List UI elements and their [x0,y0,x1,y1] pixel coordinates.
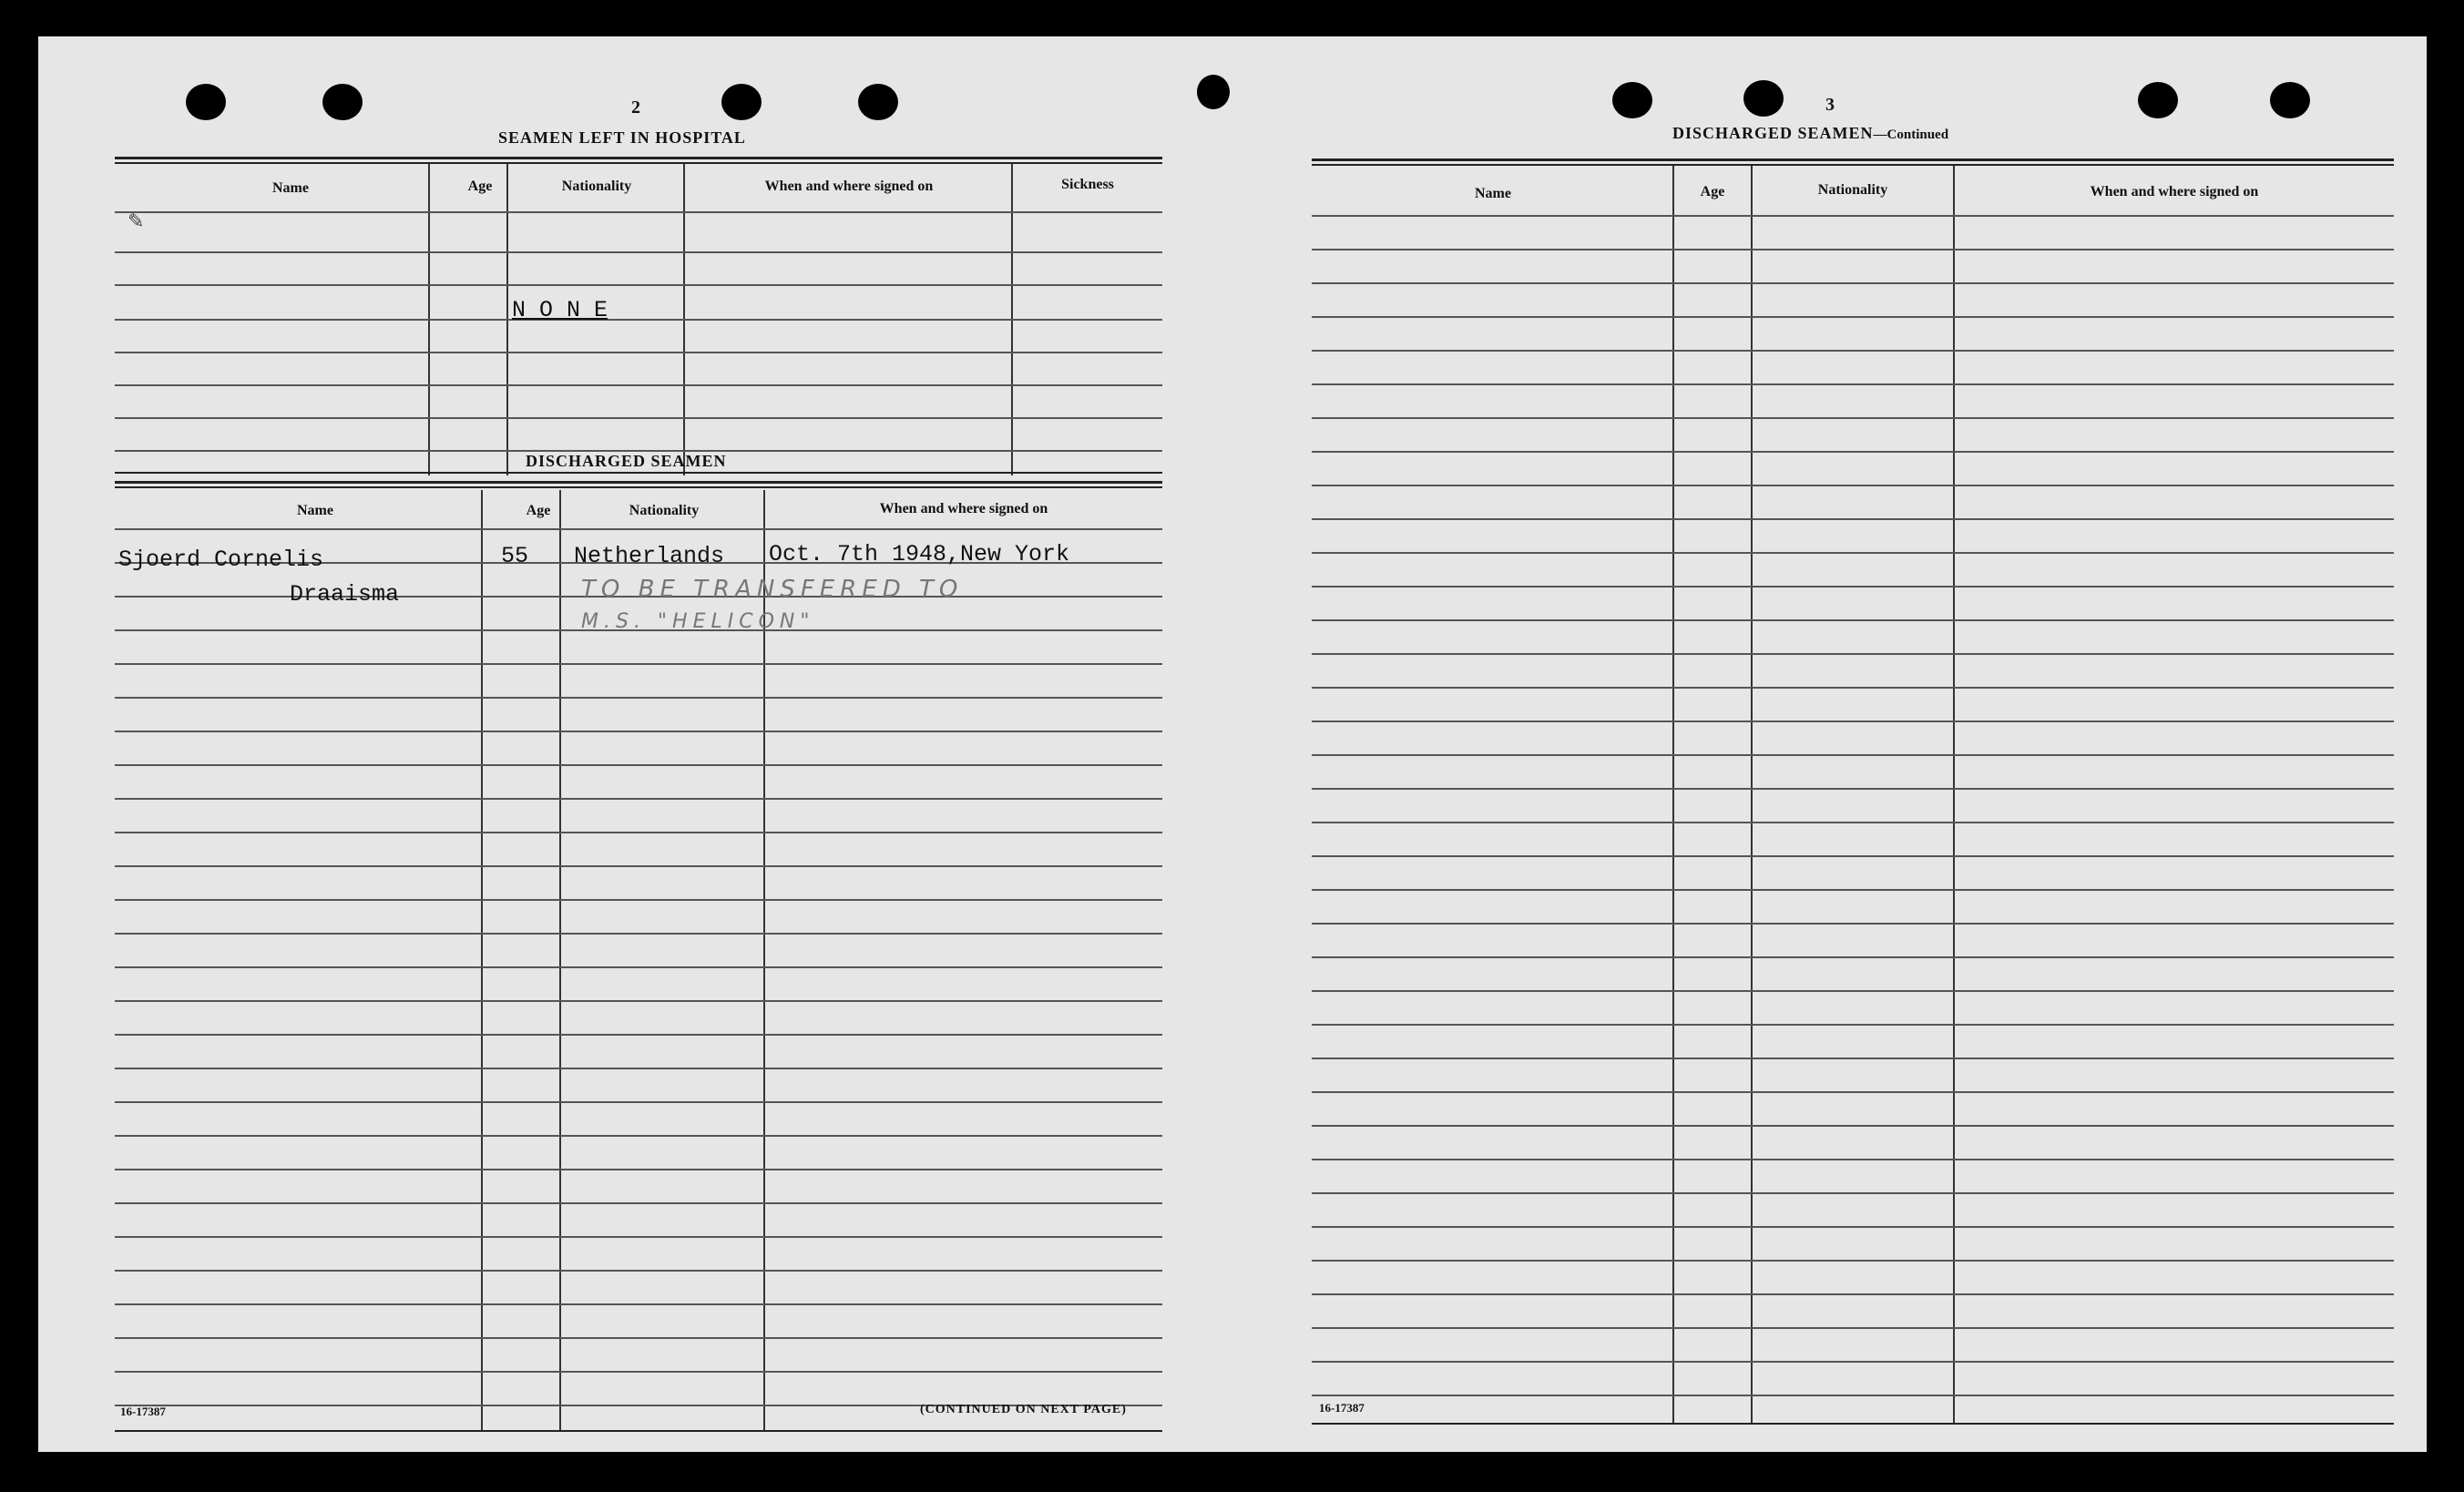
ruled-line [115,1202,1162,1204]
ruled-line [115,865,1162,867]
hospital-col-age: Age [467,179,493,194]
discharged-col-name: Name [297,503,333,518]
punch-hole [1612,82,1652,118]
right-page-number: 3 [1825,95,1835,115]
punch-hole [2270,82,2310,118]
ruled-line [115,697,1162,699]
right-col-signed-on: When and where signed on [2090,184,2259,199]
ruled-line [1312,653,2394,655]
punch-hole [858,84,898,120]
ruled-line [1312,1395,2394,1396]
ledger-sheet [38,36,2427,1452]
right-col-name: Name [1475,186,1511,201]
seaman-name-line1: Sjoerd Cornelis [118,547,324,573]
hospital-col-name: Name [272,180,309,196]
hospital-col-nationality: Nationality [561,179,632,194]
ruled-line [1312,282,2394,284]
ruled-line [1312,1327,2394,1329]
discharged-col-signed-on: When and where signed on [879,501,1048,516]
ruled-line [1312,1260,2394,1262]
ruled-line [1312,687,2394,689]
ruled-line [1312,1192,2394,1194]
ruled-line [1312,316,2394,318]
handwritten-note-line2: M.S. "HELICON" [581,610,815,633]
ruled-line [1312,249,2394,250]
right-title-main: DISCHARGED SEAMEN [1672,124,1874,142]
punch-hole [2138,82,2178,118]
right-col-age: Age [1700,184,1725,199]
punch-hole [186,84,226,120]
punch-hole [1197,75,1230,109]
ruled-line [1312,822,2394,823]
right-form-number: 16-17387 [1319,1401,1365,1415]
ruled-line [1312,215,2394,217]
ruled-line [115,663,1162,665]
ruled-line [115,1169,1162,1170]
ruled-line [1312,1159,2394,1160]
ruled-line [115,1371,1162,1373]
hospital-col-signed-on: When and where signed on [764,179,934,194]
continued-note: (CONTINUED ON NEXT PAGE) [920,1403,1127,1416]
ruled-line [115,899,1162,901]
hospital-col-sickness: Sickness [1061,177,1114,192]
left-form-number: 16-17387 [120,1405,166,1418]
right-section-title [1672,124,1948,143]
discharged-col-age: Age [526,503,551,518]
ruled-line [1312,619,2394,621]
seaman-nationality: Netherlands [574,543,725,569]
ruled-line [115,1303,1162,1305]
ruled-line [1312,1058,2394,1059]
ruled-line [115,1337,1162,1339]
right-title-continued: —Continued [1873,128,1949,142]
ruled-line [1312,1293,2394,1295]
ruled-line [1312,383,2394,385]
ruled-line [1312,1125,2394,1127]
ruled-line [115,764,1162,766]
punch-hole [322,84,363,120]
ruled-line [1312,923,2394,925]
ruled-line [1312,518,2394,520]
table-bottom-rule [1312,1423,2394,1425]
ruled-line [1312,451,2394,453]
ruled-line [115,933,1162,935]
seaman-age: 55 [501,543,529,569]
ruled-line [1312,1226,2394,1228]
ruled-line [115,966,1162,968]
ruled-line [115,1135,1162,1137]
ruled-line [115,832,1162,833]
ruled-line [1312,788,2394,790]
ruled-line [1312,485,2394,486]
ruled-line [115,528,1162,530]
ruled-line [1312,350,2394,352]
right-col-nationality: Nationality [1817,182,1888,198]
discharged-section-title: DISCHARGED SEAMEN [526,452,727,470]
hospital-section-title: SEAMEN LEFT IN HOSPITAL [498,128,746,147]
ruled-line [1312,990,2394,992]
punch-hole [721,84,762,120]
ruled-line [1312,1361,2394,1363]
handwritten-note-line1: TO BE TRANSFERED TO [581,576,964,603]
ruled-line [1312,889,2394,891]
ruled-line [1312,552,2394,554]
seaman-name-line2: Draaisma [290,581,400,608]
ruled-line [115,1000,1162,1002]
ruled-line [115,798,1162,800]
ruled-line [1312,1091,2394,1093]
ruled-line [115,1270,1162,1272]
ruled-line [1312,1024,2394,1026]
ruled-line [1312,754,2394,756]
table-bottom-rule [115,1430,1162,1432]
ink-smudge: ✎ [128,209,145,232]
ruled-line [1312,586,2394,588]
seaman-signed-on: Oct. 7th 1948,New York [769,541,1070,567]
ruled-line [1312,855,2394,857]
ruled-line [1312,417,2394,419]
ruled-line [115,1034,1162,1036]
discharged-col-nationality: Nationality [629,503,700,518]
ruled-line [115,1068,1162,1069]
punch-hole [1743,80,1784,117]
ruled-line [115,1236,1162,1238]
left-page-number: 2 [631,97,640,118]
ruled-line [1312,720,2394,722]
ruled-line [1312,956,2394,958]
ruled-line [115,1101,1162,1103]
ruled-line [115,731,1162,732]
hospital-none-entry: N O N E [512,297,608,323]
